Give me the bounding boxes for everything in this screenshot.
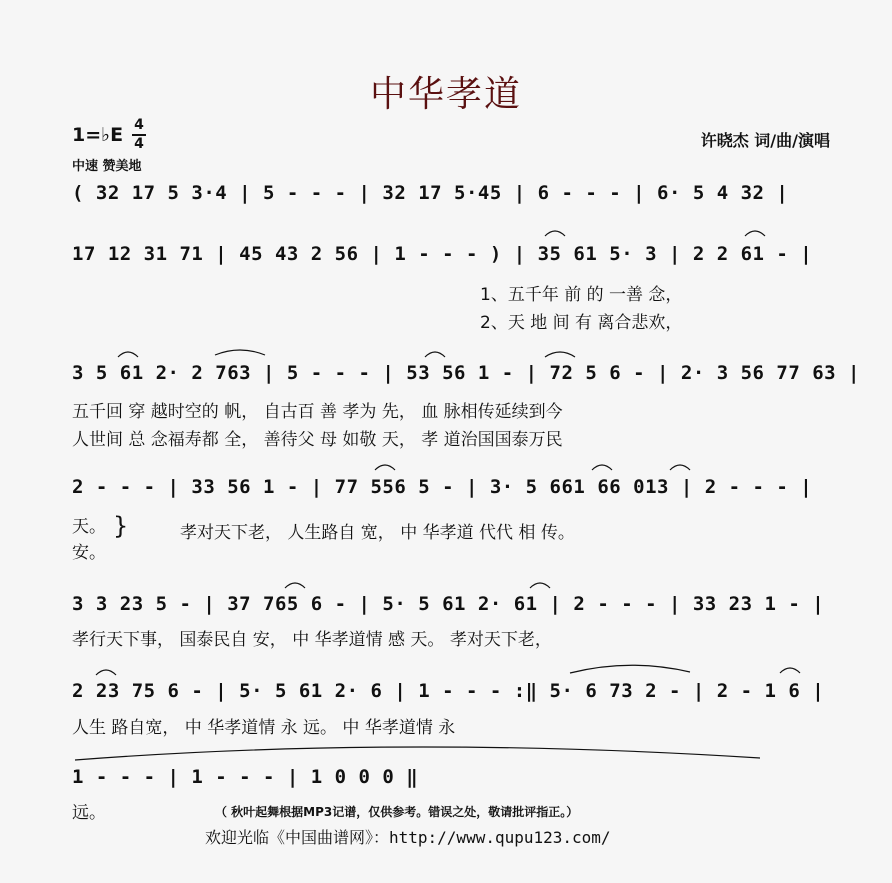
staff-line-5: 3 3 23 5 - | 37 765 6 - | 5· 5 61 2· 61 | 2 - - - | 33 23 1 - |	[72, 593, 825, 615]
lyric-verse1-b: 五千回 穿 越时空的 帆， 自古百 善 孝为 先， 血 脉相传延续到今	[72, 402, 563, 422]
site-footer: 欢迎光临《中国曲谱网》：http://www.qupu123.com/	[205, 828, 611, 847]
staff-line-1: ( 32 17 5 3·4 | 5 - - - | 32 17 5·45 | 6 - - - | 6· 5 4 32 |	[72, 182, 789, 204]
lyric-refrain-end-1: 天。	[72, 517, 106, 537]
staff-line-2: 17 12 31 71 | 45 43 2 56 | 1 - - - ) | 35 61 5· 3 | 2 2 61 - |	[72, 243, 813, 265]
meter-top: 4	[134, 117, 144, 133]
staff-line-6: 2 23 75 6 - | 5· 5 61 2· 6 | 1 - - - :‖ 5· 6 73 2 - | 2 - 1 6 |	[72, 680, 825, 702]
tempo-marking: 中速 赞美地	[72, 159, 142, 174]
transcription-note: （ 秋叶起舞根据MP3记谱，仅供参考。错误之处，敬请批评指正。）	[215, 805, 579, 819]
lyric-refrain-1: 孝对天下老， 人生路自 宽， 中 华孝道 代代 相 传。	[180, 523, 575, 543]
meter-bottom: 4	[134, 136, 144, 152]
key-signature: 1=♭E	[72, 124, 124, 146]
lyric-verse2-a: 2、天 地 间 有 离合悲欢，	[480, 313, 683, 333]
staff-line-7: 1 - - - | 1 - - - | 1 0 0 0 ‖	[72, 766, 419, 788]
staff-line-4: 2 - - - | 33 56 1 - | 77 556 5 - | 3· 5 661 66 013 | 2 - - - |	[72, 476, 813, 498]
lyric-refrain-end-2: 安。	[72, 543, 106, 563]
staff-line-3: 3 5 61 2· 2 763 | 5 - - - | 53 56 1 - | 72 5 6 - | 2· 3 56 77 63 |	[72, 362, 860, 384]
lyric-refrain-3: 人生 路自宽， 中 华孝道情 永 远。 中 华孝道情 永	[72, 718, 456, 738]
lyric-verse2-b: 人世间 总 念福寿都 全， 善待父 母 如敬 天， 孝 道治国国泰万民	[72, 430, 563, 450]
lyric-refrain-4: 远。	[72, 803, 106, 823]
lyric-refrain-2: 孝行天下事， 国泰民自 安， 中 华孝道情 感 天。 孝对天下老，	[72, 630, 552, 650]
composer-credit: 许晓杰 词/曲/演唱	[700, 131, 830, 150]
brace: }	[113, 512, 129, 540]
lyric-verse1-a: 1、五千年 前 的 一善 念，	[480, 285, 683, 305]
page-title: 中华孝道	[369, 74, 522, 115]
